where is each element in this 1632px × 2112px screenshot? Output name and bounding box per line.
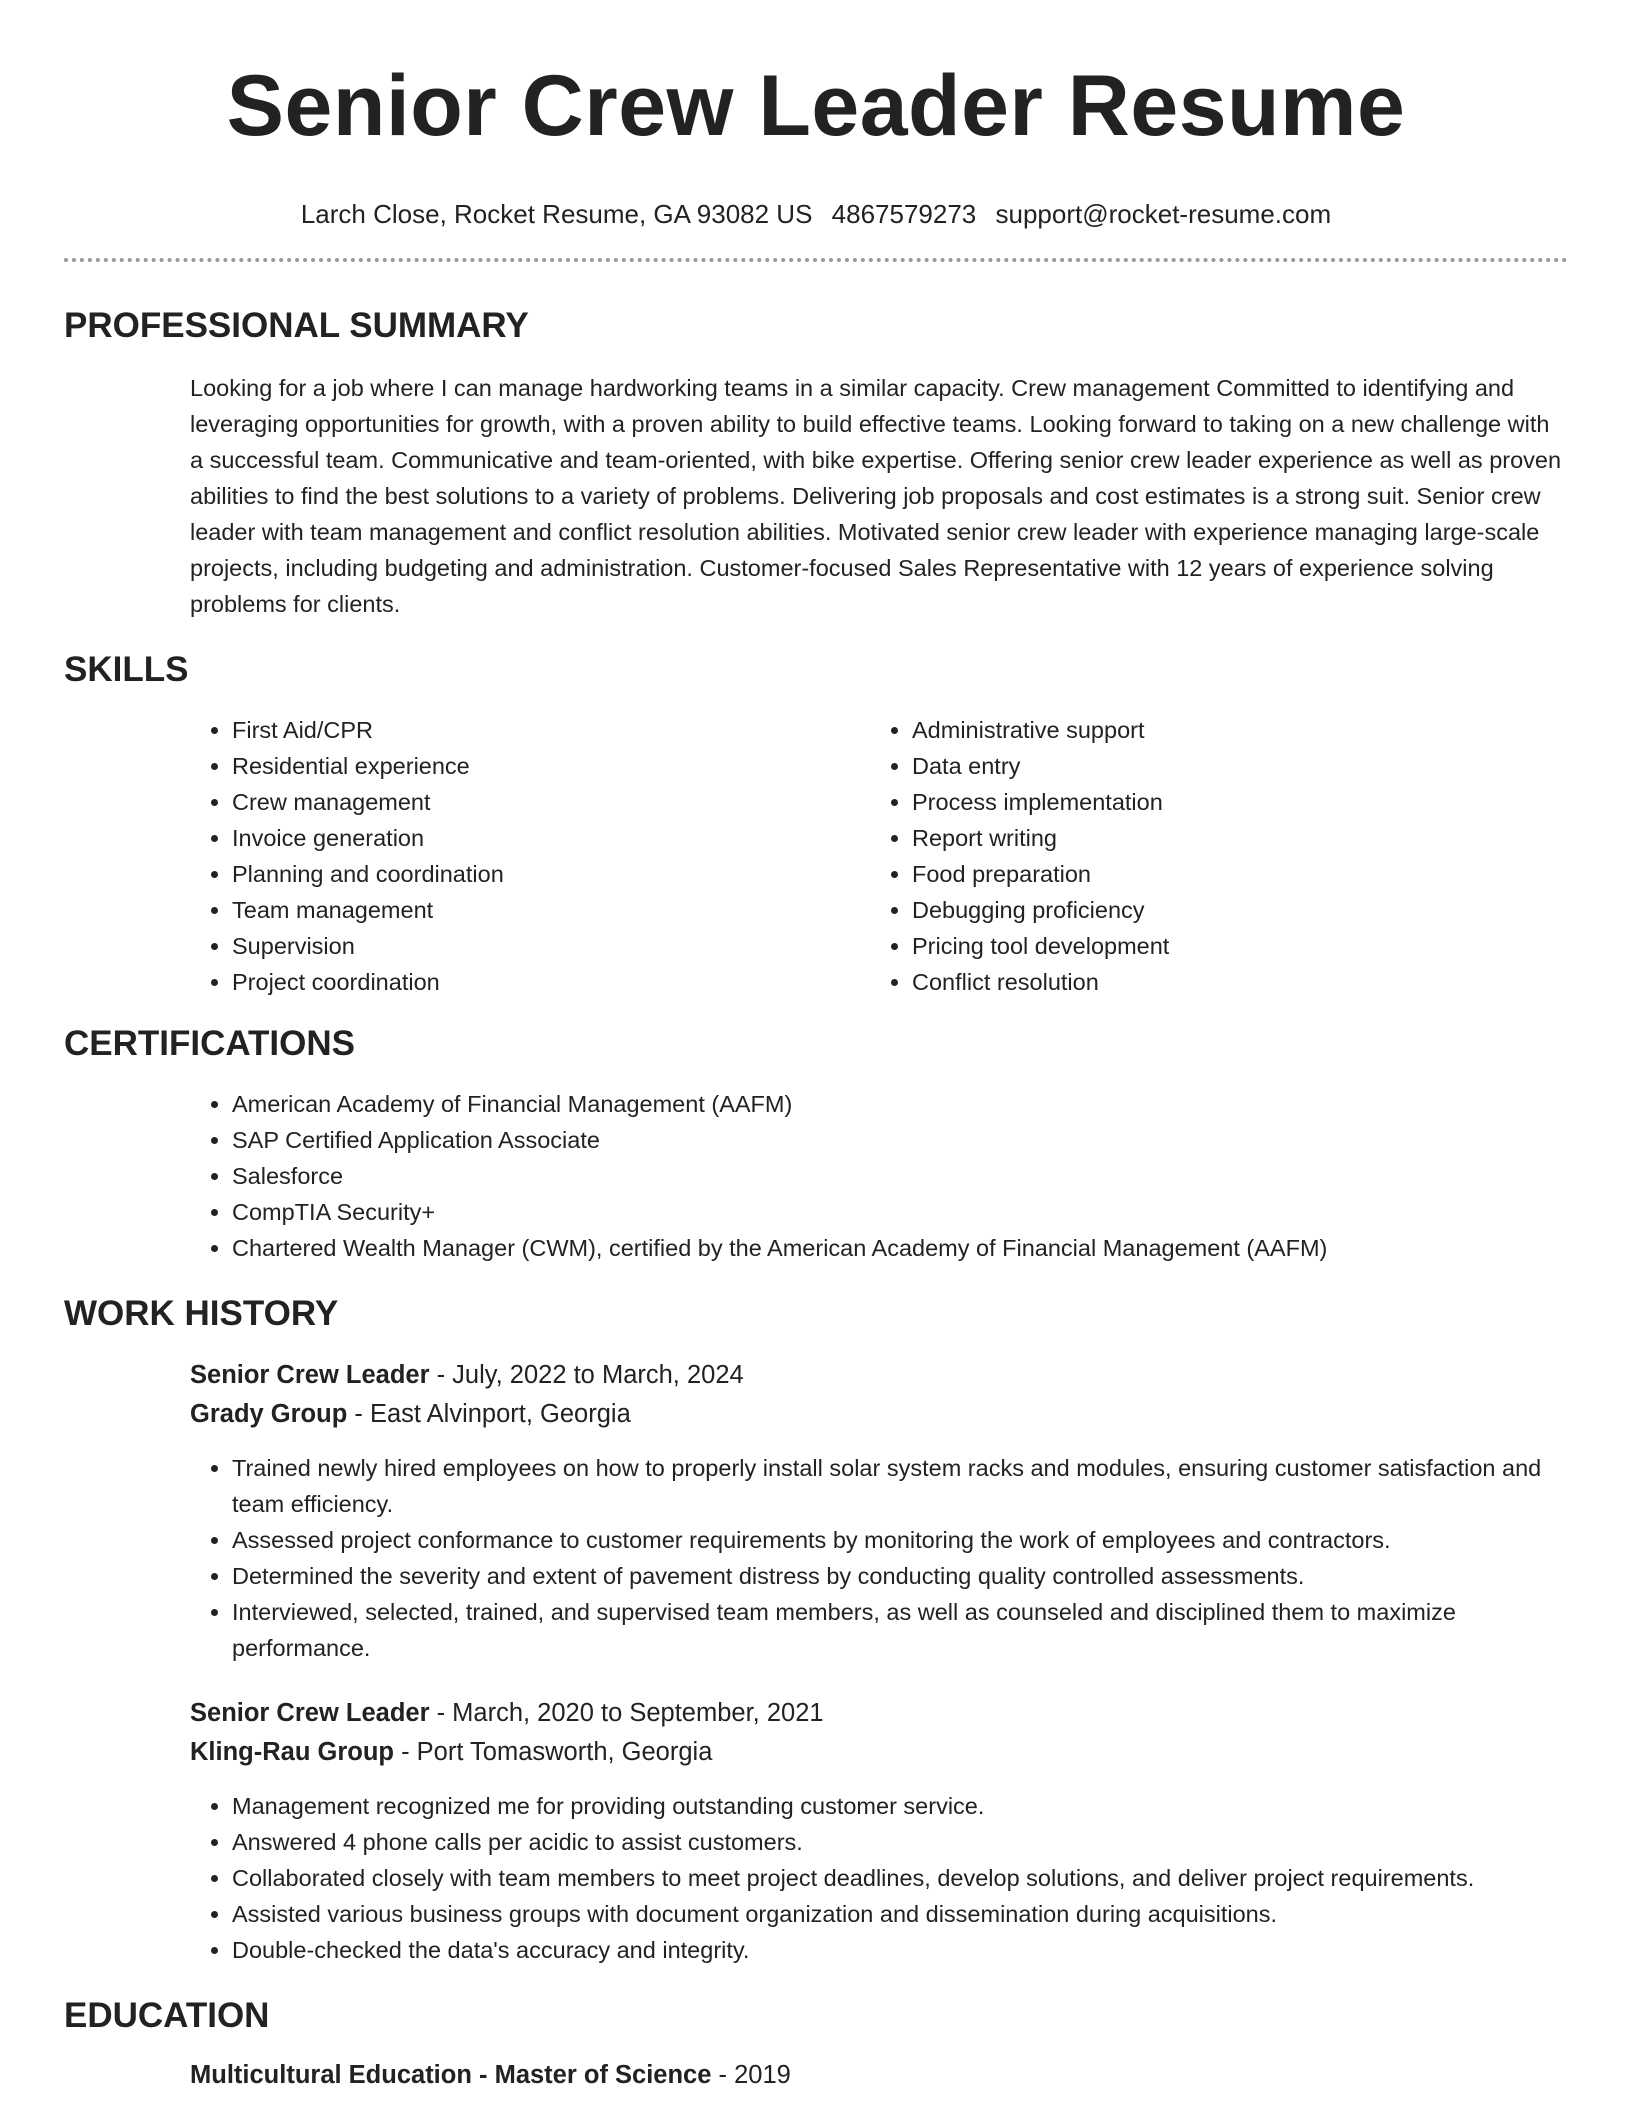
job-duty-item: • Answered 4 phone calls per acidic to assist customers. [232,1824,1568,1860]
skill-item: • First Aid/CPR [232,712,870,748]
education-entry [190,2056,1568,2095]
section-heading-work-history: WORK HISTORY [64,1294,339,1333]
skill-item: • Report writing [912,820,1550,856]
job-entry [190,1694,1568,1968]
skill-item: • Data entry [912,748,1550,784]
job-dates: - July, 2022 to March, 2024 [429,1361,744,1389]
resume-title: Senior Crew Leader Resume [226,58,1406,154]
section-heading-education: EDUCATION [64,1996,270,2035]
skill-item: • Debugging proficiency [912,892,1550,928]
contact-line [64,196,1568,232]
skills-list-left [190,712,870,1000]
job-title: Senior Crew Leader [190,1361,430,1389]
job-duties-list [190,1450,1568,1666]
skill-item: • Project coordination [232,964,870,1000]
skill-item: • Conflict resolution [912,964,1550,1000]
job-duty-item: • Determined the severity and extent of pavement distress by conducting quality controlled assessments. [232,1558,1568,1594]
job-title: Senior Crew Leader [190,1699,430,1727]
job-duty-item: • Trained newly hired employees on how to properly install solar system racks and modules, ensuring customer satisfaction and team efficiency. [232,1450,1568,1522]
job-duty-item: • Double-checked the data's accuracy and integrity. [232,1932,1568,1968]
job-company: Grady Group [190,1400,348,1428]
certification-item: • Chartered Wealth Manager (CWM), certified by the American Academy of Financial Management (AAFM) [232,1230,1568,1266]
certification-item: • American Academy of Financial Management (AAFM) [232,1086,1568,1122]
skill-item: • Crew management [232,784,870,820]
header-divider [64,258,1568,262]
professional-summary-section [64,304,1568,622]
contact-phone: 4867579273 [831,199,977,229]
job-duty-item: • Assessed project conformance to customer requirements by monitoring the work of employees and contractors. [232,1522,1568,1558]
education-degree: Multicultural Education - Master of Science [190,2061,712,2089]
job-duty-item: • Collaborated closely with team members to meet project deadlines, develop solutions, and deliver project requirements. [232,1860,1568,1896]
skill-item: • Pricing tool development [912,928,1550,964]
job-duty-item: • Interviewed, selected, trained, and supervised team members, as well as counseled and disciplined them to maximize performance. [232,1594,1568,1666]
certification-item: • SAP Certified Application Associate [232,1122,1568,1158]
skill-item: • Invoice generation [232,820,870,856]
certifications-list [190,1086,1568,1266]
skill-item: • Administrative support [912,712,1550,748]
summary-text: Looking for a job where I can manage hardworking teams in a similar capacity. Crew management Committed to identifying and leveraging opportunities for growth, with a proven ability to build effective teams. Looking forward to taking on a new challenge with a successful team. Communicative and team-oriented, with bike expertise. Offering senior crew leader experience as well as proven abilities to find the best solutions to a variety of problems. Delivering job proposals and cost estimates is a strong suit. Senior crew leader with team management and conflict resolution abilities. Motivated senior crew leader with experience managing large-scale projects, including budgeting and administration. Customer-focused Sales Representative with 12 years of experience solving problems for clients. [190,375,1562,617]
certification-item: • CompTIA Security+ [232,1194,1568,1230]
education-section [64,1994,1568,2095]
skills-section [64,648,1568,1000]
job-duty-item: • Assisted various business groups with document organization and dissemination during acquisitions. [232,1896,1568,1932]
skill-item: • Residential experience [232,748,870,784]
job-duty-item: • Management recognized me for providing outstanding customer service. [232,1788,1568,1824]
skill-item: • Supervision [232,928,870,964]
job-location: - East Alvinport, Georgia [347,1400,631,1428]
section-heading-certifications: CERTIFICATIONS [64,1024,356,1063]
contact-email: support@rocket-resume.com [995,199,1332,229]
job-entry [190,1356,1568,1666]
job-dates: - March, 2020 to September, 2021 [429,1699,824,1727]
certification-item: • Salesforce [232,1158,1568,1194]
section-heading-skills: SKILLS [64,650,189,689]
job-company-line [190,1733,1568,1772]
skill-item: • Planning and coordination [232,856,870,892]
skills-list-right [870,712,1550,1000]
skill-item: • Team management [232,892,870,928]
skill-item: • Food preparation [912,856,1550,892]
work-history-section [64,1292,1568,1968]
skill-item: • Process implementation [912,784,1550,820]
job-duties-list [190,1788,1568,1968]
job-company-line [190,1395,1568,1434]
education-year: - 2019 [711,2061,791,2089]
section-heading-summary: PROFESSIONAL SUMMARY [64,306,529,345]
contact-address: Larch Close, Rocket Resume, GA 93082 US [300,199,813,229]
job-title-line [190,1694,1568,1733]
job-title-line [190,1356,1568,1395]
job-location: - Port Tomasworth, Georgia [393,1738,713,1766]
certifications-section [64,1022,1568,1266]
job-company: Kling-Rau Group [190,1738,394,1766]
